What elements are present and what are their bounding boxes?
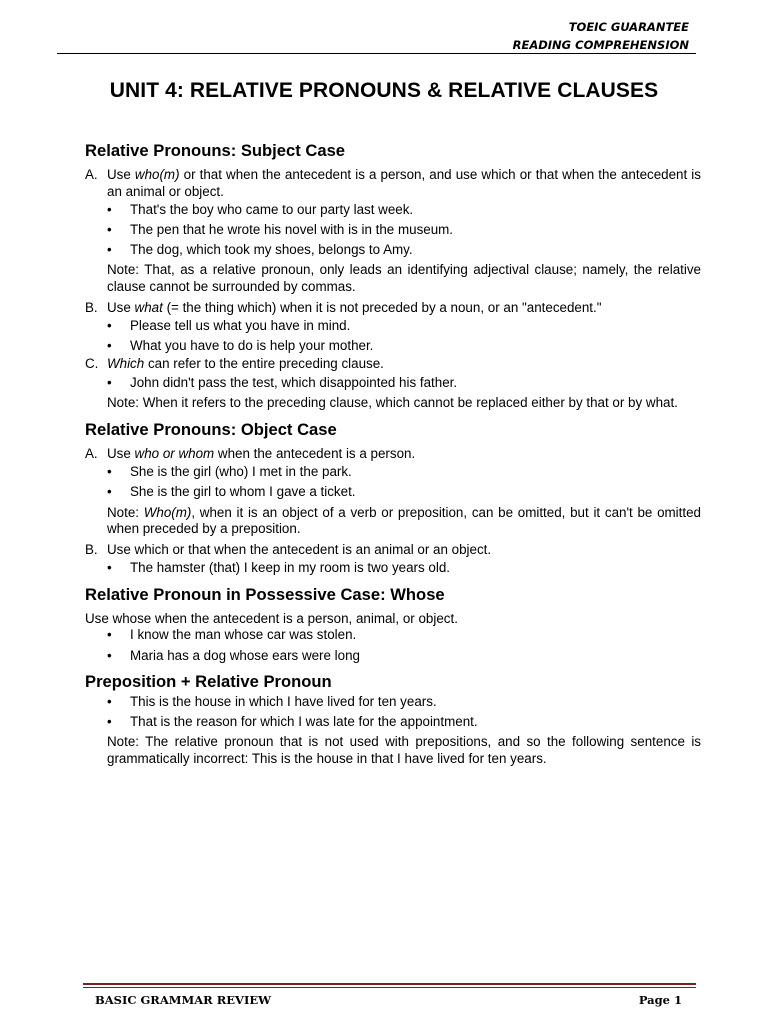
- list-item: • That's the boy who came to our party last week.: [107, 202, 414, 218]
- list-item: • The hamster (that) I keep in my room is two years old.: [107, 560, 451, 576]
- list-item: • She is the girl to whom I gave a ticket.: [107, 484, 356, 500]
- item-letter: A.: [85, 445, 98, 461]
- bullet-list: [107, 694, 701, 731]
- possessive-text: Use whose when the antecedent is a person, animal, or object.: [85, 610, 458, 626]
- bullet-list: [107, 375, 701, 392]
- list-item: • She is the girl (who) I met in the park.: [107, 464, 352, 480]
- item-text: Use who or whom when the antecedent is a person.: [107, 445, 416, 461]
- item-letter: B.: [85, 541, 98, 557]
- possessive-list: [85, 627, 701, 664]
- bullet-list: [107, 464, 701, 501]
- subject-item-b: [85, 300, 701, 355]
- list-item: • The pen that he wrote his novel with is in the museum.: [107, 222, 454, 238]
- header-line-1: TOEIC GUARANTEE: [568, 20, 689, 34]
- item-letter: C.: [85, 356, 99, 372]
- subject-item-c: [85, 356, 701, 411]
- note: Note: The relative pronoun that is not used with prepositions, and so the following sentence is grammatically incorrect: This is the house in that I have lived for ten years.: [107, 734, 701, 766]
- running-header: [513, 18, 689, 54]
- note: Note: That, as a relative pronoun, only leads an identifying adjectival clause; namely, the relative clause cannot be surrounded by commas.: [107, 262, 701, 295]
- list-item: • Maria has a dog whose ears were long: [107, 647, 361, 663]
- header-line-2: READING COMPREHENSION: [512, 38, 689, 52]
- footer-rule-thin: [83, 987, 696, 988]
- object-item-a: [85, 446, 701, 538]
- footer-rule: [83, 983, 696, 985]
- page-number: Page 1: [638, 993, 682, 1007]
- item-letter: B.: [85, 299, 98, 315]
- note: Note: Who(m), when it is an object of a verb or preposition, can be omitted, but it can't be omitted when preceded by a preposition.: [107, 504, 701, 537]
- bullet-list: [107, 318, 701, 355]
- section-heading-subject: Relative Pronouns: Subject Case: [85, 141, 346, 160]
- bullet-list: [107, 202, 701, 259]
- list-item: • Please tell us what you have in mind.: [107, 318, 351, 334]
- item-letter: A.: [85, 167, 98, 182]
- header-rule: [57, 53, 696, 54]
- subject-item-a: [85, 167, 701, 296]
- section-heading-object: Relative Pronouns: Object Case: [85, 419, 337, 439]
- item-text: Use which or that when the antecedent is an animal or an object.: [107, 541, 492, 557]
- preposition-list: [85, 694, 701, 767]
- object-item-b: [85, 542, 701, 577]
- item-text: Use who(m) or that when the antecedent is a person, and use which or that when the antecedent is an animal or object.: [107, 167, 701, 199]
- item-text: Use what (= the thing which) when it is not preceded by a noun, or an "antecedent.": [107, 299, 602, 315]
- list-item: • I know the man whose car was stolen.: [107, 627, 357, 643]
- note: Note: When it refers to the preceding clause, which cannot be replaced either by that or by what.: [107, 395, 678, 411]
- section-heading-preposition: Preposition + Relative Pronoun: [85, 672, 332, 692]
- list-item: • The dog, which took my shoes, belongs to Amy.: [107, 242, 413, 258]
- bullet-list: [107, 560, 701, 577]
- page-title: UNIT 4: RELATIVE PRONOUNS & RELATIVE CLAUSES: [109, 79, 659, 102]
- footer-title: BASIC GRAMMAR REVIEW: [95, 993, 272, 1007]
- page-content: [85, 141, 701, 768]
- list-item: • John didn't pass the test, which disappointed his father.: [107, 375, 458, 391]
- section-heading-possessive: Relative Pronoun in Possessive Case: Whose: [85, 584, 445, 604]
- list-item: • That is the reason for which I was late for the appointment.: [107, 714, 478, 730]
- list-item: • This is the house in which I have lived for ten years.: [107, 694, 437, 710]
- bullet-list: [107, 627, 701, 664]
- item-text: Which can refer to the entire preceding clause.: [107, 356, 384, 372]
- list-item: • What you have to do is help your mother.: [107, 338, 374, 354]
